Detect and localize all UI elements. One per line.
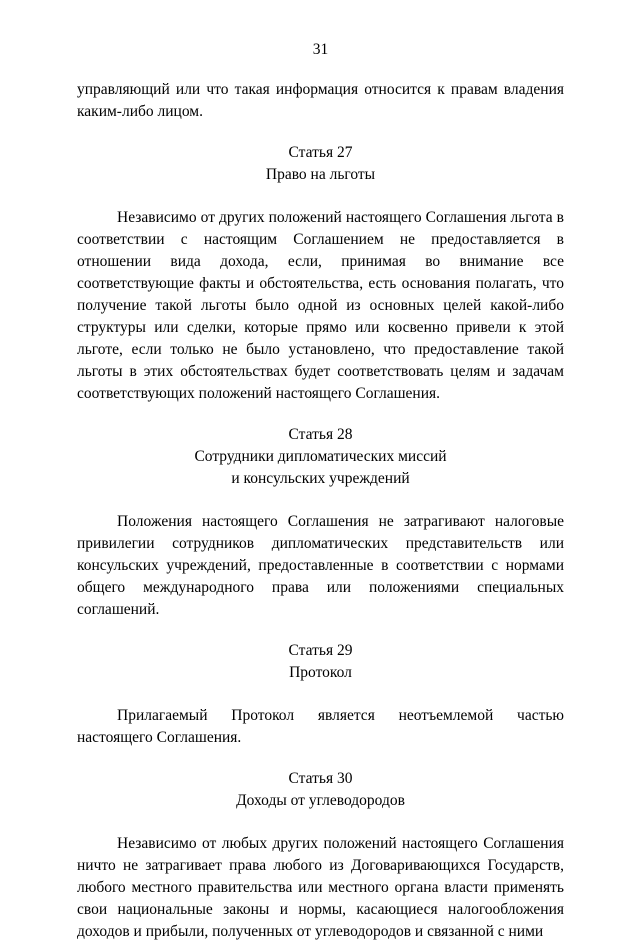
- article-body: Положения настоящего Соглашения не затрагивают налоговые привилегии сотрудников дипломатических представительств или консульских учреждений, предоставленные в соответствии с нормами общего международного права или положениями специальных соглашений.: [77, 513, 564, 618]
- intro-paragraph: управляющий или что такая информация относится к правам владения каким-либо лицом.: [77, 81, 564, 120]
- article-heading: Статья 28: [288, 426, 353, 443]
- article-title-line: Доходы от углеводородов: [236, 792, 405, 809]
- article-title: [77, 662, 564, 684]
- article-body: Прилагаемый Протокол является неотъемлемой частью настоящего Соглашения.: [77, 707, 564, 746]
- article-28: [77, 424, 564, 621]
- article-30: [77, 768, 564, 943]
- article-29: [77, 640, 564, 749]
- article-title-line: и консульских учреждений: [231, 470, 410, 487]
- article-heading: Статья 29: [288, 642, 353, 659]
- article-body: Независимо от любых других положений настоящего Соглашения ничто не затрагивает права любого из Договаривающихся Государств, любого местного правительства или местного органа власти применять свои национальные законы и нормы, касающиеся налогообложения доходов и прибыли, полученных от углеводородов и связанной с ними: [77, 835, 564, 940]
- article-title: [77, 790, 564, 812]
- article-title: [77, 164, 564, 186]
- article-27: [77, 142, 564, 405]
- article-heading: Статья 30: [288, 770, 353, 787]
- article-title-line: Протокол: [289, 664, 352, 681]
- article-body: Независимо от других положений настоящего Соглашения льгота в соответствии с настоящим Соглашением не предоставляется в отношении вида дохода, если, принимая во внимание все соответствующие факты и обстоятельства, есть основания полагать, что получение такой льготы было одной из основных целей какой-либо структуры или сделки, которые прямо или косвенно привели к этой льготе, если только не было установлено, что предоставление такой льготы в этих обстоятельствах будет соответствовать целям и задачам соответствующих положений настоящего Соглашения.: [77, 209, 564, 402]
- article-title: [77, 446, 564, 490]
- article-title-line: Право на льготы: [265, 166, 376, 183]
- article-title-line: Сотрудники дипломатических миссий: [194, 448, 447, 465]
- page-number: 31: [312, 41, 329, 58]
- article-heading: Статья 27: [288, 144, 353, 161]
